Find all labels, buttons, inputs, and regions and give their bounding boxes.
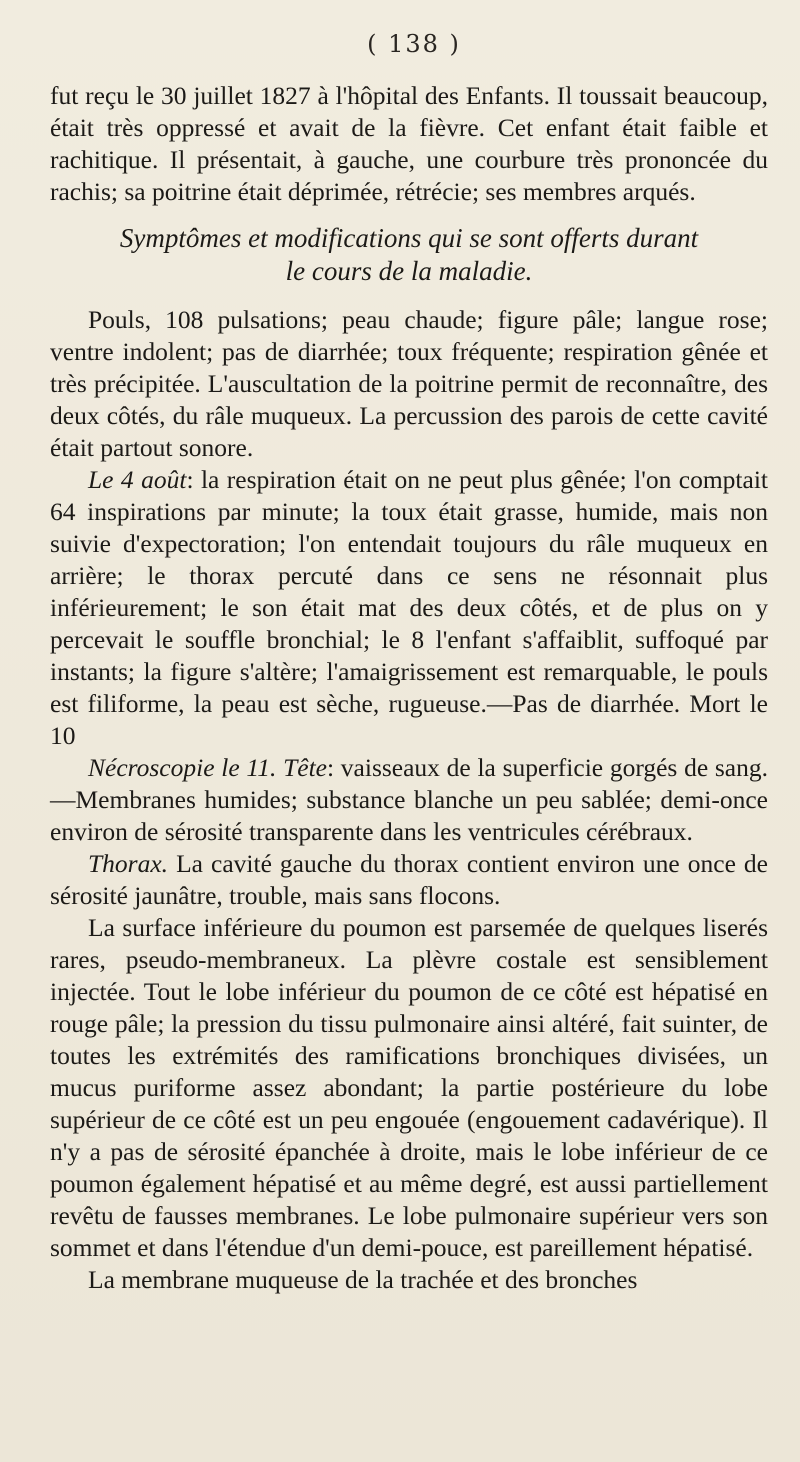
paragraph-necroscopie-text: : vaisseaux de la superficie gorgés de sang.—Membranes humides; substance blanche un peu sablée; demi-once environ de sérosité transparente dans les ventricules cérébraux. — [50, 753, 768, 846]
paragraph-necroscopie — [50, 752, 768, 848]
paragraph-necroscopie-lead: Nécroscopie le 11. Tête — [88, 753, 327, 782]
page-number: ( 138 ) — [367, 30, 461, 58]
section-heading-line-1: Symptômes et modifications qui se sont offerts durant — [119, 223, 699, 253]
paragraph-thorax — [50, 848, 768, 912]
paragraph-surface: La surface inférieure du poumon est parsemée de quelques liserés rares, pseudo-membraneux. La plèvre costale est sensiblement injectée. Tout le lobe inférieur du poumon de ce côté est hépatisé en rouge pâle; la pression du tissu pulmonaire ainsi altéré, fait suinter, de toutes les extrémités des ramifications bronchiques divisées, un mucus puriforme assez abondant; la partie postérieure du lobe supérieur de ce côté est un peu engouée (engouement cadavérique). Il n'y a pas de sérosité épanchée à droite, mais le lobe inférieur de ce poumon également hépatisé et au même degré, est aussi partiellement revêtu de fausses membranes. Le lobe pulmonaire supérieur vers son sommet et dans l'étendue d'un demi-pouce, est pareillement hépatisé. — [50, 913, 768, 1262]
paragraph-admission: fut reçu le 30 juillet 1827 à l'hôpital des Enfants. Il toussait beaucoup, était très oppressé et avait de la fièvre. Cet enfant était faible et rachitique. Il présentait, à gauche, une courbure très prononcée du rachis; sa poitrine était déprimée, rétrécie; ses membres arqués. — [50, 81, 768, 206]
body-text — [50, 80, 768, 1296]
section-heading-line-2: le cours de la maladie. — [285, 256, 533, 286]
paragraph-pouls: Pouls, 108 pulsations; peau chaude; figure pâle; langue rose; ventre indolent; pas de diarrhée; toux fréquente; respiration gênée et très précipitée. L'auscultation de la poitrine permit de reconnaître, des deux côtés, du râle muqueux. La percussion des parois de cette cavité était partout sonore. — [50, 305, 768, 462]
paragraph-4-aout-lead: Le 4 août — [88, 465, 187, 494]
paragraph-4-aout-text: : la respiration était on ne peut plus gênée; l'on comptait 64 inspirations par minute; la toux était grasse, humide, mais non suivie d'expectoration; l'on entendait toujours du râle muqueux en arrière; le thorax percuté dans ce sens ne résonnait plus inférieurement; le son était mat des deux côtés, et de plus on y percevait le souffle bronchial; le 8 l'enfant s'affaiblit, suffoqué par instants; la figure s'altère; l'amaigrissement est remarquable, le pouls est filiforme, la peau est sèche, rugueuse.—Pas de diarrhée. Mort le 10 — [50, 465, 768, 750]
paragraph-thorax-text: La cavité gauche du thorax contient environ une once de sérosité jaunâtre, trouble, mais sans flocons. — [50, 849, 768, 910]
section-heading — [50, 222, 768, 288]
paragraph-4-aout — [50, 464, 768, 752]
paragraph-trachee: La membrane muqueuse de la trachée et des bronches — [88, 1265, 638, 1294]
paragraph-thorax-lead: Thorax. — [88, 849, 169, 878]
